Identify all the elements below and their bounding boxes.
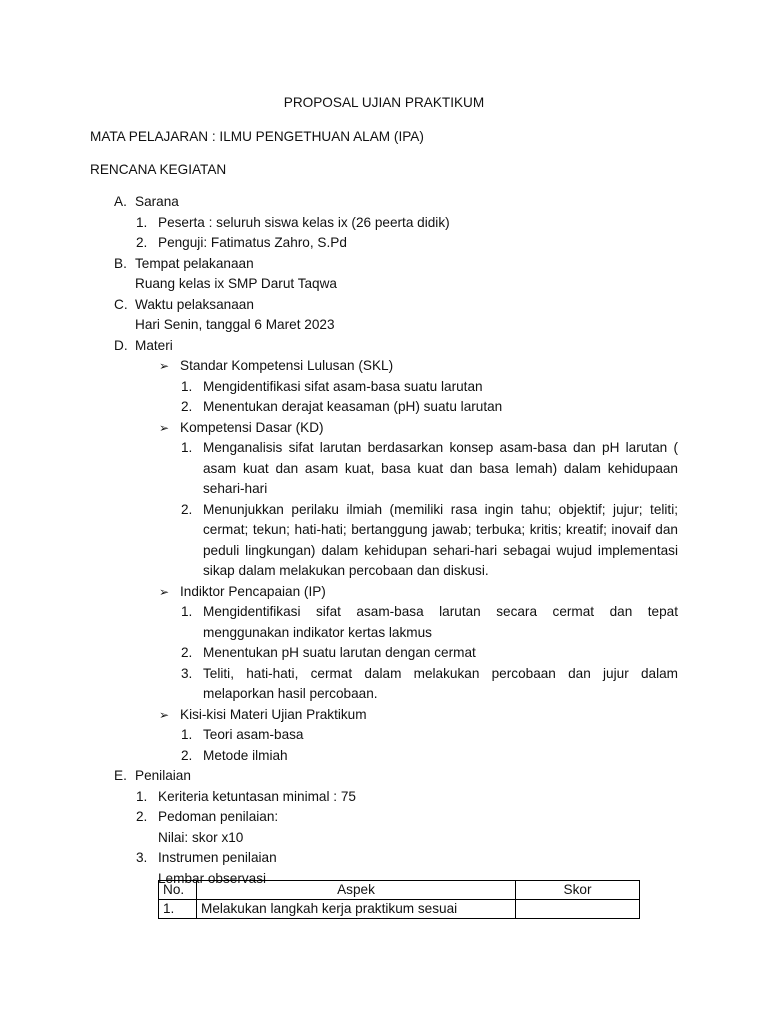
section-label: Tempat pelakanaan	[135, 255, 254, 271]
group-label: Standar Kompetensi Lulusan (SKL)	[180, 358, 394, 373]
item-text: Peserta : seluruh siswa kelas ix (26 peerta didik)	[158, 214, 450, 230]
list-item	[90, 807, 690, 828]
list-item	[90, 746, 690, 767]
arrow-bullet-icon: ➢	[159, 420, 170, 435]
document-title: PROPOSAL UJIAN PRAKTIKUM	[283, 95, 485, 110]
column-header-skor: Skor	[516, 881, 640, 900]
item-text: Instrumen penilaian	[158, 850, 277, 865]
item-number: 2.	[181, 747, 193, 763]
column-header-no: No.	[159, 881, 197, 900]
list-item	[90, 397, 690, 418]
column-header-aspek: Aspek	[197, 881, 516, 900]
section-marker: B.	[114, 255, 127, 271]
list-item	[90, 438, 690, 500]
section-e	[90, 766, 690, 787]
item-text: Mengidentifikasi sifat asam-basa suatu larutan	[203, 378, 483, 394]
item-number: 2.	[181, 501, 193, 517]
item-number: 2.	[181, 645, 193, 660]
section-label: Waktu pelaksanaan	[135, 296, 254, 312]
item-number: 1.	[136, 788, 148, 804]
item-number: 1.	[181, 378, 193, 394]
list-item	[90, 848, 690, 869]
section-marker: A.	[114, 194, 127, 209]
item-text: Teori asam-basa	[203, 727, 304, 742]
table-cell: Melakukan langkah kerja praktikum sesuai	[197, 900, 516, 919]
plan-heading: RENCANA KEGIATAN	[90, 162, 227, 177]
materi-group-kisi-kisi	[90, 705, 690, 726]
table-header-row	[159, 881, 640, 900]
item-number: 1.	[181, 440, 193, 455]
section-b	[90, 254, 690, 275]
item-text: Mengidentifikasi sifat asam-basa larutan secara cermat dan tepat menggunakan indikator kertas lakmus	[203, 604, 678, 640]
item-text: Menentukan pH suatu larutan dengan cermat	[203, 645, 476, 660]
section-label: Sarana	[135, 194, 179, 209]
section-label: Penilaian	[135, 768, 191, 783]
item-number: 2.	[136, 809, 148, 824]
item-number: 1.	[136, 214, 148, 230]
item-text: Menganalisis sifat larutan berdasarkan konsep asam-basa dan pH larutan ( asam kuat dan asam kuat, basa kuat dan basa lemah) dalam kehidupaan sehari-hari	[203, 440, 678, 496]
list-item	[90, 233, 690, 254]
item-text: Metode ilmiah	[203, 747, 288, 763]
item-detail: Lembar observasi	[158, 870, 267, 886]
item-number: 1.	[181, 604, 193, 619]
list-item	[90, 725, 690, 746]
section-d	[90, 336, 690, 357]
item-text: Keriteria ketuntasan minimal : 75	[158, 788, 356, 804]
section-marker: E.	[114, 768, 127, 783]
item-number: 3.	[136, 850, 148, 865]
list-item	[90, 213, 690, 234]
item-text: Menunjukkan perilaku ilmiah (memiliki rasa ingin tahu; objektif; jujur; teliti; cermat; tekun; hati-hati; bertanggung jawab; terbuka; kritis; kreatif; inovaif dan peduli lingkungan) dalam kehidupan sehari-hari sebagai wujud implementasi sikap dalam melakukan percobaan dan diskusi.	[203, 501, 678, 578]
arrow-bullet-icon: ➢	[159, 359, 170, 373]
list-item	[90, 643, 690, 664]
materi-group-ip	[90, 582, 690, 603]
list-item	[90, 602, 690, 643]
list-item	[90, 500, 690, 582]
section-detail: Ruang kelas ix SMP Darut Taqwa	[135, 276, 337, 291]
materi-group-kd	[90, 418, 690, 439]
group-label: Kisi-kisi Materi Ujian Praktikum	[180, 706, 367, 722]
table-row	[159, 900, 640, 919]
section-marker: D.	[114, 337, 128, 353]
arrow-bullet-icon: ➢	[159, 707, 170, 722]
arrow-bullet-icon: ➢	[159, 584, 170, 599]
item-text: Pedoman penilaian:	[158, 809, 279, 824]
group-label: Kompetensi Dasar (KD)	[180, 419, 324, 435]
item-detail: Nilai: skor x10	[158, 829, 244, 845]
item-number: 2.	[136, 235, 148, 250]
item-text: Menentukan derajat keasaman (pH) suatu larutan	[203, 399, 503, 414]
item-number: 2.	[181, 399, 193, 414]
section-detail: Hari Senin, tanggal 6 Maret 2023	[135, 317, 335, 332]
list-item	[90, 787, 690, 808]
table-cell: 1.	[159, 900, 197, 919]
group-label: Indiktor Pencapaian (IP)	[180, 583, 326, 599]
materi-group-skl	[90, 356, 690, 377]
section-label: Materi	[135, 337, 173, 353]
list-item	[90, 377, 690, 398]
table-cell	[516, 900, 640, 919]
item-number: 3.	[181, 665, 193, 681]
observation-table	[158, 880, 640, 919]
section-c	[90, 295, 690, 316]
section-marker: C.	[114, 296, 128, 312]
list-item	[90, 664, 690, 705]
item-number: 1.	[181, 727, 193, 742]
item-text: Penguji: Fatimatus Zahro, S.Pd	[158, 235, 347, 250]
subject-heading: MATA PELAJARAN : ILMU PENGETHUAN ALAM (IPA)	[90, 129, 424, 144]
item-text: Teliti, hati-hati, cermat dalam melakukan percobaan dan jujur dalam melaporkan hasil percobaan.	[203, 665, 678, 701]
activity-plan	[90, 192, 690, 889]
section-a	[90, 192, 690, 213]
